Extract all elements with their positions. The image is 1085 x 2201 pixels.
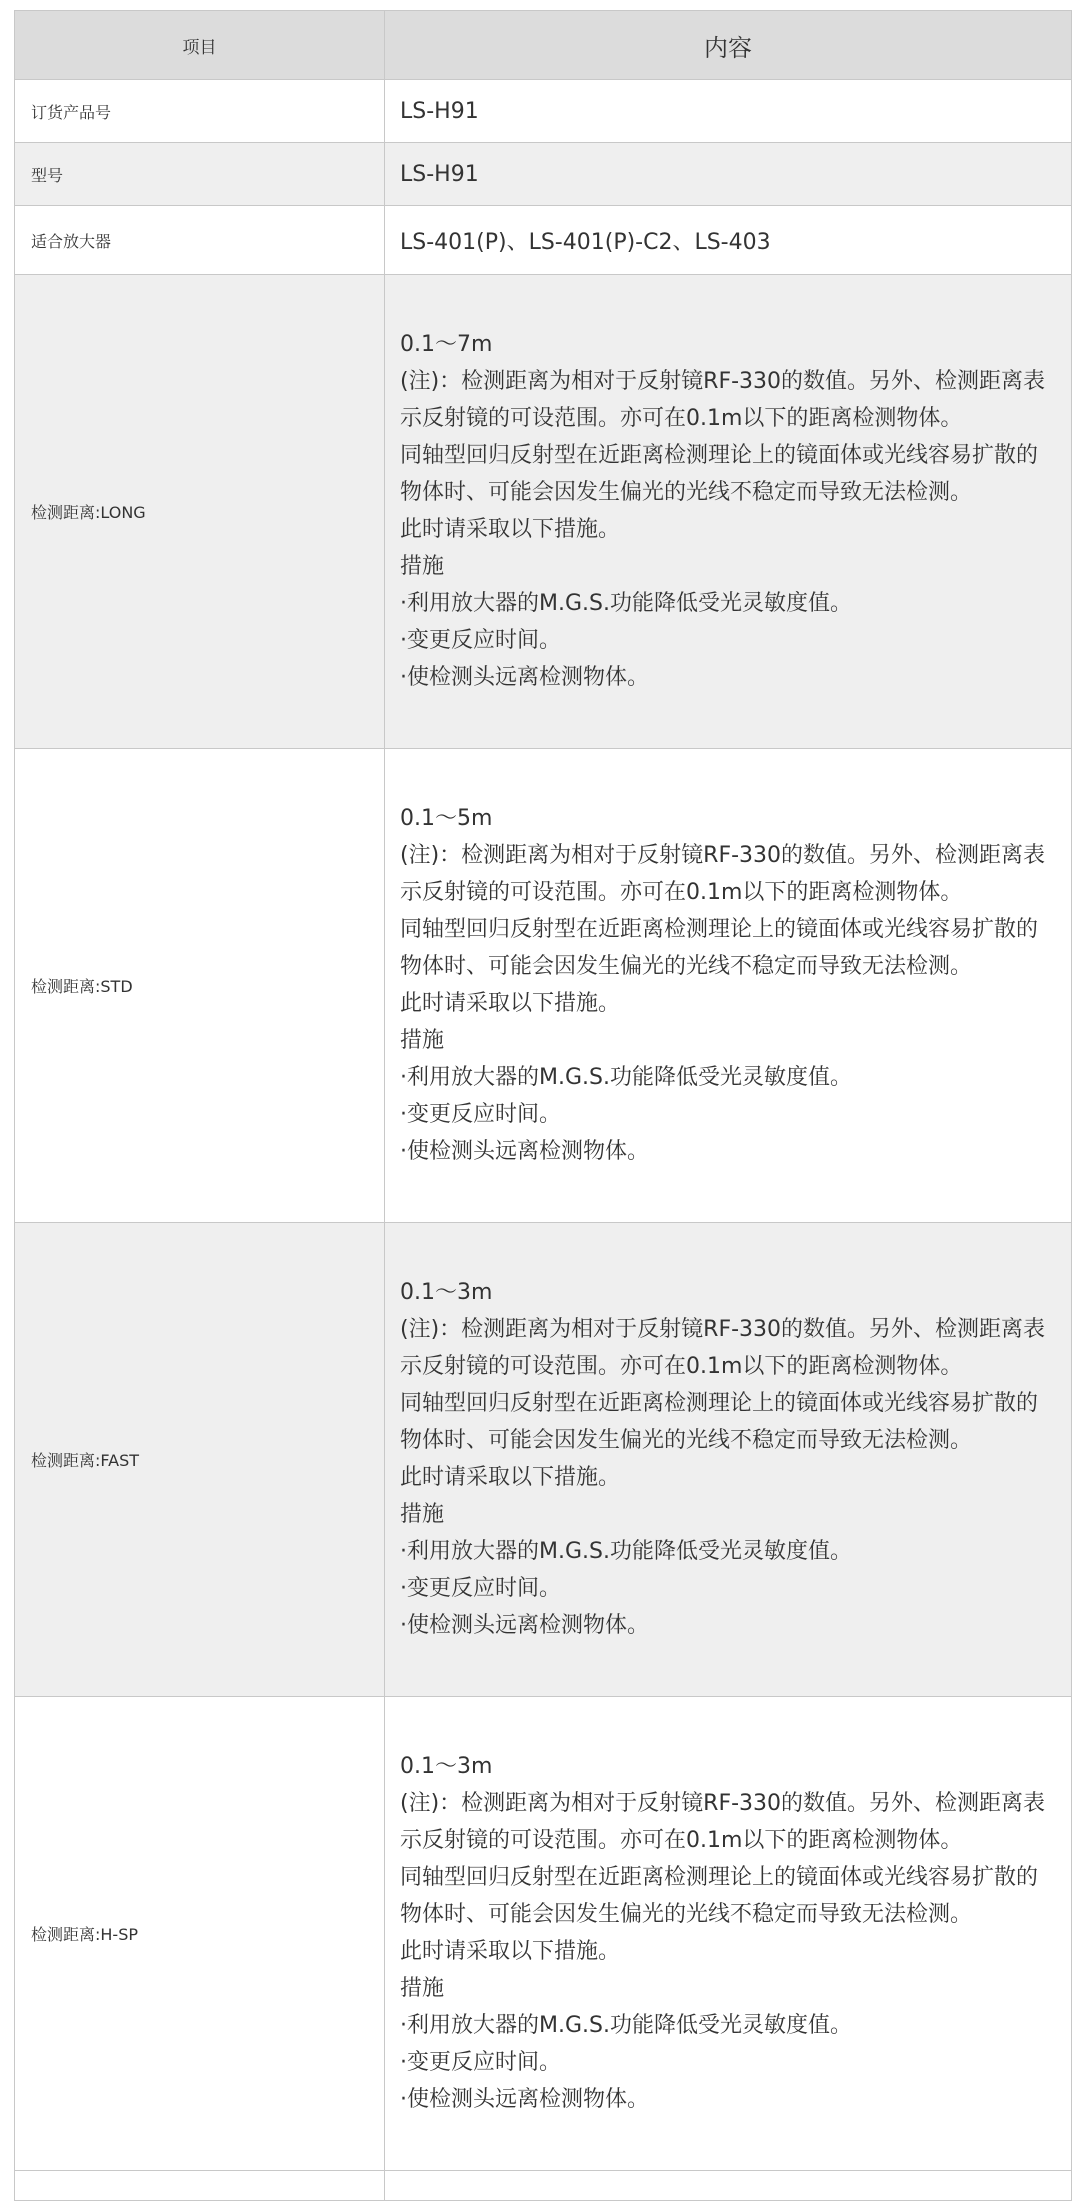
value-line: 此时请采取以下措施。 (400, 516, 621, 542)
row-label: 检测距离:H-SP (15, 1697, 385, 2171)
table-row (15, 143, 1072, 206)
row-value (385, 2171, 1072, 2201)
value-line: (注)：检测距离为相对于反射镜RF-330的数值。另外、检测距离表示反射镜的可设范围。亦可在0.1m以下的距离检测物体。 (400, 368, 1046, 431)
value-line: 同轴型回归反射型在近距离检测理论上的镜面体或光线容易扩散的物体时、可能会因发生偏光的光线不稳定而导致无法检测。 (400, 1864, 1039, 1927)
spec-table (14, 10, 1072, 2201)
value-line: 此时请采取以下措施。 (400, 1938, 621, 1964)
header-row (15, 11, 1072, 80)
row-value (385, 1697, 1072, 2171)
value-line: ·变更反应时间。 (400, 1101, 561, 1127)
table-row (15, 206, 1072, 275)
table-row (15, 749, 1072, 1223)
value-line: ·使检测头远离检测物体。 (400, 664, 649, 690)
value-line: ·变更反应时间。 (400, 627, 561, 653)
row-value (385, 275, 1072, 749)
value-line: (注)：检测距离为相对于反射镜RF-330的数值。另外、检测距离表示反射镜的可设范围。亦可在0.1m以下的距离检测物体。 (400, 842, 1046, 905)
spec-table-body (15, 80, 1072, 2201)
value-line: ·利用放大器的M.G.S.功能降低受光灵敏度值。 (400, 1538, 852, 1564)
value-line: 措施 (400, 1975, 445, 2001)
value-line: 同轴型回归反射型在近距离检测理论上的镜面体或光线容易扩散的物体时、可能会因发生偏光的光线不稳定而导致无法检测。 (400, 1390, 1039, 1453)
column-header-content: 内容 (385, 11, 1072, 80)
spec-table-header (15, 11, 1072, 80)
table-row (15, 1223, 1072, 1697)
value-line: 措施 (400, 1501, 445, 1527)
row-value (385, 206, 1072, 275)
value-line: 0.1～5m (400, 805, 493, 831)
row-label: 型号 (15, 143, 385, 206)
value-line: (注)：检测距离为相对于反射镜RF-330的数值。另外、检测距离表示反射镜的可设范围。亦可在0.1m以下的距离检测物体。 (400, 1790, 1046, 1853)
table-row (15, 275, 1072, 749)
value-line: 同轴型回归反射型在近距离检测理论上的镜面体或光线容易扩散的物体时、可能会因发生偏光的光线不稳定而导致无法检测。 (400, 442, 1039, 505)
value-line: 措施 (400, 553, 445, 579)
row-value (385, 143, 1072, 206)
value-line: LS-401(P)、LS-401(P)-C2、LS-403 (400, 229, 771, 255)
row-value (385, 1223, 1072, 1697)
value-line: 同轴型回归反射型在近距离检测理论上的镜面体或光线容易扩散的物体时、可能会因发生偏光的光线不稳定而导致无法检测。 (400, 916, 1039, 979)
row-label: 检测距离:LONG (15, 275, 385, 749)
value-line: ·变更反应时间。 (400, 1575, 561, 1601)
value-line: ·使检测头远离检测物体。 (400, 2086, 649, 2112)
table-row-partial (15, 2171, 1072, 2201)
value-line: 措施 (400, 1027, 445, 1053)
row-label: 检测距离:FAST (15, 1223, 385, 1697)
row-value (385, 749, 1072, 1223)
value-line: 此时请采取以下措施。 (400, 990, 621, 1016)
row-label: 适合放大器 (15, 206, 385, 275)
value-line: 此时请采取以下措施。 (400, 1464, 621, 1490)
value-line: LS-H91 (400, 161, 479, 187)
value-line: ·利用放大器的M.G.S.功能降低受光灵敏度值。 (400, 2012, 852, 2038)
value-line: 0.1～3m (400, 1279, 493, 1305)
value-line: LS-H91 (400, 98, 479, 124)
column-header-item: 项目 (15, 11, 385, 80)
value-line: ·利用放大器的M.G.S.功能降低受光灵敏度值。 (400, 590, 852, 616)
table-row (15, 80, 1072, 143)
row-label: 订货产品号 (15, 80, 385, 143)
value-line: ·利用放大器的M.G.S.功能降低受光灵敏度值。 (400, 1064, 852, 1090)
row-label (15, 2171, 385, 2201)
value-line: ·变更反应时间。 (400, 2049, 561, 2075)
row-label: 检测距离:STD (15, 749, 385, 1223)
row-value (385, 80, 1072, 143)
value-line: (注)：检测距离为相对于反射镜RF-330的数值。另外、检测距离表示反射镜的可设范围。亦可在0.1m以下的距离检测物体。 (400, 1316, 1046, 1379)
table-row (15, 1697, 1072, 2171)
value-line: 0.1～7m (400, 331, 493, 357)
value-line: ·使检测头远离检测物体。 (400, 1612, 649, 1638)
value-line: ·使检测头远离检测物体。 (400, 1138, 649, 1164)
value-line: 0.1～3m (400, 1753, 493, 1779)
